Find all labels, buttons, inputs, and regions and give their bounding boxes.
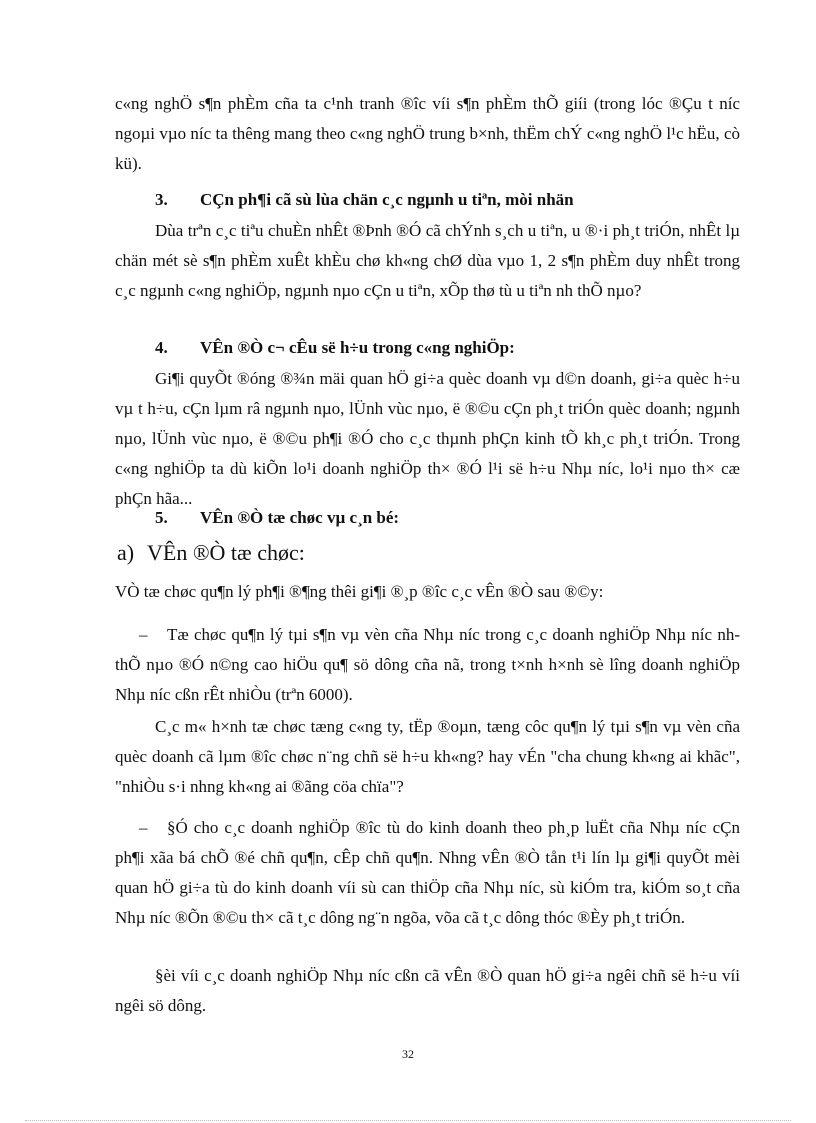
dash-marker: – (139, 818, 148, 837)
subheading-number: a) (117, 540, 135, 565)
heading-4 (115, 333, 740, 363)
subheading-a (115, 536, 740, 570)
subheading-text: VÊn ®Ò tæ chøc: (147, 540, 305, 565)
body-paragraph: Dùa trªn c¸c tiªu chuÈn nhÊt ®Þnh ®Ó cã chÝnh s¸ch u tiªn, u ®·i ph¸t triÓn, nhÊt lµ chän mét sè s¶n phÈm xuÊt khÈu chø kh«ng chØ dùa vµo 1, 2 s¶n phÈm duy nhÊt trong c¸c ngµnh c«ng nghiÖp, ngµnh nµo cÇn u tiªn, xÕp thø tù u tiªn nh thÕ nµo? (115, 221, 740, 300)
heading-3 (115, 185, 740, 215)
heading-text: VÊn ®Ò tæ chøc vµ c¸n bé: (200, 508, 400, 527)
dash-item-2 (115, 813, 740, 933)
dash-marker: – (139, 625, 148, 644)
paragraph-state-enterprises (115, 961, 740, 1021)
paragraph-organization-intro (115, 577, 740, 607)
body-paragraph: c«ng nghÖ s¶n phÈm cña ta c¹nh tranh ®îc víi s¶n phÈm thÕ giíi (trong lóc ®Çu t níc ngoµi vµo níc ta thêng mang theo c«ng nghÖ trung b×nh, thËm chÝ c«ng nghÖ l¹c hËu, cò kü). (115, 94, 740, 173)
body-paragraph: §èi víi c¸c doanh nghiÖp Nhµ níc cßn cã vÊn ®Ò quan hÖ gi÷a ngêi chñ së h÷u víi ngêi sö dông. (115, 966, 740, 1015)
page-number: 32 (402, 1047, 414, 1061)
dash-item-text: §Ó cho c¸c doanh nghiÖp ®îc tù do kinh doanh theo ph¸p luËt cña Nhµ níc cÇn ph¶i xãa bá chÕ ®é chñ qu¶n, cÊp chñ qu¶n. Nhng vÊn ®Ò tån t¹i lín lµ gi¶i quyÕt mèi quan hÖ gi÷a tù do kinh doanh víi sù can thiÖp cña Nhµ níc, sù kiÓm tra, kiÓm so¸t cña Nhµ níc ®Õn ®©u th× cã t¸c dông ng¨n ngõa, võa cã t¸c dông thóc ®Èy ph¸t triÓn. (115, 818, 740, 927)
heading-5 (115, 503, 740, 533)
paragraph-ownership (115, 364, 740, 514)
body-paragraph: Gi¶i quyÕt ®óng ®¾n mäi quan hÖ gi÷a quèc doanh vµ d©n doanh, gi÷a quèc h÷u vµ t h÷u, cÇn lµm râ ngµnh nµo, lÜnh vùc nµo, ë ®©u cÇn ph¸t triÓn quèc doanh; ngµnh nµo, lÜnh vùc nµo, ë ®©u ph¶i ®Ó cho c¸c thµnh phÇn kinh tÕ kh¸c ph¸t triÓn. Trong c«ng nghiÖp ta dù kiÕn lo¹i doanh nghiÖp th× ®Ó l¹i së h÷u Nhµ níc, lo¹i nµo th× cæ phÇn hãa... (115, 369, 740, 508)
heading-text: CÇn ph¶i cã sù lùa chän c¸c ngµnh u tiªn, mòi nhän (200, 190, 574, 209)
dash-item-1 (115, 620, 740, 710)
body-paragraph: VÒ tæ chøc qu¶n lý ph¶i ®¶ng thêi gi¶i ®¸p ®îc c¸c vÊn ®Ò sau ®©y: (115, 582, 604, 601)
heading-number: 4. (155, 338, 168, 357)
paragraph-technology (115, 89, 740, 179)
body-paragraph: C¸c m« h×nh tæ chøc tæng c«ng ty, tËp ®oµn, tæng côc qu¶n lý tµi s¶n vµ vèn cña quèc doanh cã lµm ®îc chøc n¨ng chñ së h÷u kh«ng? hay vÉn "cha chung kh«ng ai khãc", "nhiÒu s·i nhng kh«ng ai ®ãng cöa chïa"? (115, 717, 740, 796)
heading-number: 3. (155, 190, 168, 209)
dash-item-text: Tæ chøc qu¶n lý tµi s¶n vµ vèn cña Nhµ níc trong c¸c doanh nghiÖp Nhµ níc nh thÕ nµo ®Ó n©ng cao hiÖu qu¶ sö dông cña nã, trong t×nh h×nh sè lîng doanh nghiÖp Nhµ níc cßn rÊt nhiÒu (trªn 6000). (115, 625, 740, 704)
paragraph-priority (115, 216, 740, 306)
paragraph-models (115, 712, 740, 802)
heading-text: VÊn ®Ò c¬ cÊu së h÷u trong c«ng nghiÖp: (200, 338, 515, 357)
heading-number: 5. (155, 508, 168, 527)
page-bottom-divider (25, 1120, 791, 1121)
